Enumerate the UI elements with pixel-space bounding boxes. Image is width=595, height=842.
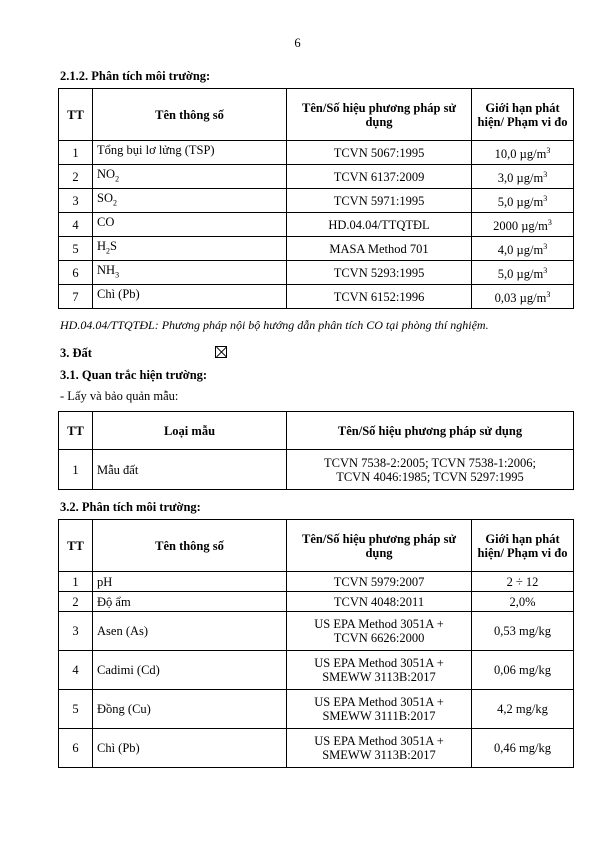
- cell-method: US EPA Method 3051A + TCVN 6626:2000: [287, 612, 472, 651]
- sampling-subheading: - Lấy và bảo quản mẫu:: [60, 389, 179, 403]
- cell-tt: 6: [59, 261, 93, 285]
- cell-tt: 3: [59, 612, 93, 651]
- section-3-1-heading: 3.1. Quan trắc hiện trường:: [60, 368, 208, 382]
- table-row: [59, 189, 574, 213]
- section-3-2-heading: 3.2. Phân tích môi trường:: [60, 500, 201, 514]
- cell-param-name: Asen (As): [93, 612, 287, 651]
- cell-tt: 1: [59, 450, 93, 490]
- cell-method: HD.04.04/TTQTĐL: [287, 213, 472, 237]
- cell-limit: 5,0 $\mu g/m^3$: [472, 189, 574, 213]
- cell-tt: 1: [59, 572, 93, 592]
- cell-param-name: Cadimi (Cd): [93, 651, 287, 690]
- cell-tt: 4: [59, 651, 93, 690]
- cell-param-name: Tổng bụi lơ lửng (TSP): [93, 141, 287, 165]
- page-number: 6: [294, 36, 301, 50]
- cell-method: TCVN 5971:1995: [287, 189, 472, 213]
- table-row: [59, 592, 574, 612]
- cell-limit: 0,46 mg/kg: [472, 729, 574, 768]
- header-tt: TT: [59, 89, 93, 141]
- table-row: [59, 612, 574, 651]
- cell-limit: 2 ÷ 12: [472, 572, 574, 592]
- cell-limit: 3,0 $\mu g/m^3$: [472, 165, 574, 189]
- cell-limit: 4,0 $\mu g/m^3$: [472, 237, 574, 261]
- header-limit: Giới hạn phát hiện/ Phạm vi đo: [472, 89, 574, 141]
- header-param-name: Tên thông số: [93, 89, 287, 141]
- cell-tt: 2: [59, 165, 93, 189]
- header-method: Tên/Số hiệu phương pháp sử dụng: [287, 520, 472, 572]
- cell-param-name: pH: [93, 572, 287, 592]
- table-3-2: [58, 519, 574, 768]
- cell-limit: 10,0 $\mu g/m^3$: [472, 141, 574, 165]
- table-row: [59, 237, 574, 261]
- cell-tt: 6: [59, 729, 93, 768]
- cell-sample-type: Mẫu đất: [93, 450, 287, 490]
- cell-param-name: Đồng (Cu): [93, 690, 287, 729]
- cell-tt: 3: [59, 189, 93, 213]
- header-limit: Giới hạn phát hiện/ Phạm vi đo: [472, 520, 574, 572]
- table-3-1: [58, 411, 574, 490]
- table-row: [59, 285, 574, 309]
- table-row: [59, 261, 574, 285]
- table-2-1-2: [58, 88, 574, 309]
- cell-method: US EPA Method 3051A + SMEWW 3111B:2017: [287, 690, 472, 729]
- checked-box-icon: [215, 346, 227, 358]
- cell-param-name: $SO_2$: [93, 189, 287, 213]
- header-method: Tên/Số hiệu phương pháp sử dụng: [287, 89, 472, 141]
- section-3-heading: 3. Đất: [60, 346, 92, 360]
- cell-tt: 7: [59, 285, 93, 309]
- cell-param-name: $NH_3$: [93, 261, 287, 285]
- method-note: HD.04.04/TTQTĐL: Phương pháp nội bộ hướng dẫn phân tích CO tại phòng thí nghiệm.: [60, 318, 489, 332]
- table-header-row: [59, 412, 574, 450]
- table-header-row: [59, 520, 574, 572]
- cell-limit: 0,06 mg/kg: [472, 651, 574, 690]
- cell-param-name: $NO_2$: [93, 165, 287, 189]
- table-row: [59, 213, 574, 237]
- table-row: [59, 729, 574, 768]
- cell-method: TCVN 7538-2:2005; TCVN 7538-1:2006; TCVN 4046:1985; TCVN 5297:1995: [287, 450, 574, 490]
- cell-param-name: $H_2S$: [93, 237, 287, 261]
- header-param-name: Tên thông số: [93, 520, 287, 572]
- cell-method: US EPA Method 3051A + SMEWW 3113B:2017: [287, 729, 472, 768]
- cell-method: TCVN 5067:1995: [287, 141, 472, 165]
- cell-tt: 4: [59, 213, 93, 237]
- cell-limit: 2,0%: [472, 592, 574, 612]
- header-method: Tên/Số hiệu phương pháp sử dụng: [287, 412, 574, 450]
- table-row: [59, 690, 574, 729]
- cell-limit: 5,0 $\mu g/m^3$: [472, 261, 574, 285]
- header-tt: TT: [59, 412, 93, 450]
- cell-method: TCVN 4048:2011: [287, 592, 472, 612]
- cell-method: US EPA Method 3051A + SMEWW 3113B:2017: [287, 651, 472, 690]
- cell-method: TCVN 6137:2009: [287, 165, 472, 189]
- cell-tt: 5: [59, 237, 93, 261]
- table-row: [59, 572, 574, 592]
- header-sample-type: Loại mẫu: [93, 412, 287, 450]
- table-row: [59, 141, 574, 165]
- cell-limit: 0,03 $\mu g/m^3$: [472, 285, 574, 309]
- cell-method: MASA Method 701: [287, 237, 472, 261]
- table-row: [59, 450, 574, 490]
- cell-method: TCVN 5979:2007: [287, 572, 472, 592]
- cell-limit: 0,53 mg/kg: [472, 612, 574, 651]
- table-row: [59, 165, 574, 189]
- cell-param-name: Chì (Pb): [93, 285, 287, 309]
- cell-tt: 1: [59, 141, 93, 165]
- cell-method: TCVN 6152:1996: [287, 285, 472, 309]
- cell-param-name: Chì (Pb): [93, 729, 287, 768]
- cell-limit: 4,2 mg/kg: [472, 690, 574, 729]
- table-row: [59, 651, 574, 690]
- cell-method: TCVN 5293:1995: [287, 261, 472, 285]
- table-header-row: [59, 89, 574, 141]
- section-2-1-2-heading: 2.1.2. Phân tích môi trường:: [60, 69, 211, 83]
- header-tt: TT: [59, 520, 93, 572]
- cell-tt: 5: [59, 690, 93, 729]
- cell-limit: 2000 $\mu g/m^3$: [472, 213, 574, 237]
- cell-tt: 2: [59, 592, 93, 612]
- cell-param-name: Độ ẩm: [93, 592, 287, 612]
- cell-param-name: CO: [93, 213, 287, 237]
